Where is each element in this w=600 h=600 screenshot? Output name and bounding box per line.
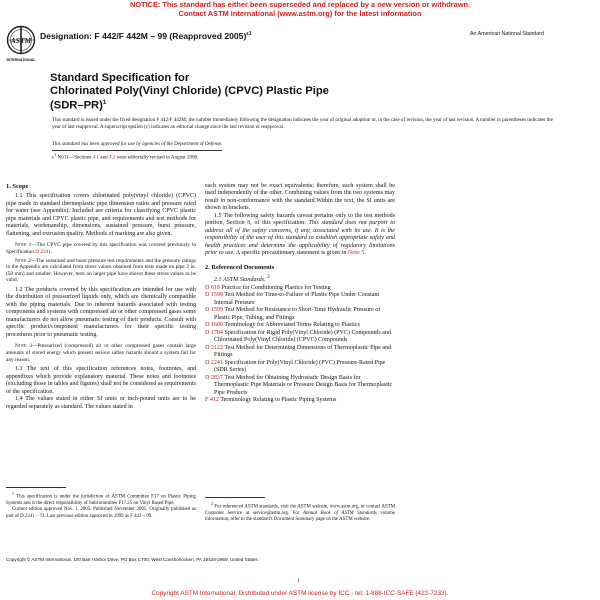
national-standard-label: An American National Standard: [470, 31, 544, 37]
section-heading-scope: 1. Scope: [6, 183, 29, 190]
page-title: [50, 72, 470, 113]
footnote-1: [6, 491, 196, 520]
reference-title: Terminology for Abbreviated Terms Relating to Plastics: [222, 322, 360, 329]
designation-epsilon: ε1: [246, 31, 252, 38]
note-5-link[interactable]: Note 5: [347, 250, 365, 257]
editorial-note-and: and: [99, 154, 109, 161]
reference-code-link[interactable]: D 1784: [205, 329, 223, 336]
paragraph-1-5: [205, 213, 395, 258]
note-1-text: 1—The CPVC pipe covered by this specification was covered previously in Specification: [6, 242, 196, 255]
reference-code-link[interactable]: D 1598: [205, 292, 223, 299]
editorial-note: [52, 152, 198, 161]
d2241-link[interactable]: D 2241: [35, 248, 52, 255]
astm-standards-number: 2.1: [214, 277, 224, 284]
astm-logo-mark: [6, 24, 36, 66]
footnote-2-block: [205, 497, 395, 524]
reference-code-link[interactable]: F 412: [205, 397, 219, 404]
reference-code-link[interactable]: D 2241: [205, 359, 223, 366]
paragraph-1-5-text-b: , of this specification:: [250, 220, 309, 227]
note-label: Note: [57, 154, 70, 161]
note-2-text: 2—The sustained and burst pressure test requirements and the pressure ratings in the Appendix are calculated from stress values obtained from tests made on pipe 2 in. (50 mm) and smaller. However, tests on larger pipe have shown these stress values to be valid.: [6, 257, 196, 284]
reference-item: [205, 322, 395, 329]
reference-code-link[interactable]: D 618: [205, 284, 220, 291]
title-line-3: [50, 97, 470, 112]
epsilon-mark: ε: [52, 154, 55, 161]
footnote-1-text: This specification is under the jurisdiction of ASTM Committee F17 on Plastic Piping Systems and is the direct responsibility of Subcommittee F17.25 on Vinyl Based Pipe.: [6, 494, 196, 506]
note-1-label: Note: [15, 242, 27, 249]
reference-title: Specification for Poly(Vinyl Chloride) (PVC) Pressure-Rated Pipe (SDR Series): [214, 359, 386, 374]
designation: [40, 31, 251, 41]
section-4-1-link[interactable]: 4.1: [92, 154, 100, 161]
reference-title: Specification for Rigid Poly(Vinyl Chloride) (PVC) Compounds and Chlorinated Poly(Vinyl Chloride) (CPVC) Compounds: [214, 329, 391, 344]
copyright-line: Copyright © ASTM International, 100 Barr Harbor Drive, PO Box C700, West Conshohocken, PA 19428-2959, United States.: [6, 557, 259, 562]
notice-line-1: NOTICE: This standard has either been superseded and replaced by a new version or withdrawn.: [129, 0, 471, 9]
title-line-3-text: (SDR–PR): [50, 99, 103, 112]
reference-item: [205, 330, 395, 345]
paragraph-1-5-end: .: [364, 250, 366, 257]
logo-caption: INTERNATIONAL: [6, 58, 36, 62]
editorial-note-text: —Sections: [69, 154, 93, 161]
reference-code-link[interactable]: D 1599: [205, 307, 223, 314]
note-2-label: Note: [15, 257, 27, 264]
reference-item: [205, 375, 395, 397]
astm-logo: [6, 24, 36, 66]
paragraph-1-1: 1.1 This specification covers chlorinated poly(vinyl chloride) (CPVC) pipe made in standard thermoplastic pipe dimension ratios and pressure rated for water (see Appendix). Included are criteria for classifying CPVC plastic pipe materials and CPVC plastic pipe, and requirements and test methods for materials, workmanship, dimensions, sustained pressure, burst pressure, flattening, and extrusion quality. Methods of marking are also given.: [6, 193, 196, 237]
note-3: [6, 343, 196, 363]
page-number: 1: [297, 578, 300, 584]
footnote-2-end: volume information, refer to the standard's Document Summary page on the ASTM website.: [205, 510, 395, 523]
reference-title: Test Method for Determining Dimensions of Thermoplastic Pipe and Fittings: [214, 344, 392, 359]
footnote-divider: [205, 497, 265, 498]
designation-intro: This standard is issued under the fixed designation F 442/F 442M; the number immediately following the designation indicates the year of original adoption or, in the case of revision, the year of last revision. A number in parentheses indicates the year of last reapproval. A superscript epsilon (ε) indicates an editorial change since the last revision or reapproval.: [52, 117, 553, 130]
left-column: [6, 183, 196, 411]
reference-item: [205, 397, 395, 404]
reference-item: [205, 292, 395, 307]
footnote-1-block: [6, 487, 196, 520]
title-line-2: Chlorinated Poly(Vinyl Chloride) (CPVC) Plastic Pipe: [50, 84, 329, 97]
footnote-1-p2: Current edition approved Nov. 1, 2005. Published November 2005. Originally published as part of D 2241 – 74. Last previous edition approved in 1999 as F 442 – 99.: [6, 507, 196, 519]
reference-item: [205, 345, 395, 360]
title-footnote-mark: 1: [102, 100, 107, 107]
note-2: [6, 258, 196, 284]
reference-code-link[interactable]: D 2837: [205, 374, 223, 381]
astm-standards-intro: [205, 274, 395, 285]
section-4-2-link[interactable]: 4.2: [108, 154, 116, 161]
paragraph-1-4: 1.4 The values stated in either SI units or inch-pound units are to be regarded separately as standard. The values stated in: [6, 396, 196, 410]
paragraph-1-2: 1.2 The products covered by this specification are intended for use with the distribution of pressurized liquids only, which are chemically compatible with the piping materials. Due to inherent hazards associated with testing components and systems with compressed air or other compressed gases some manufacturers do not allow pneumatic testing of their products. Consult with specific product/component manufacturers for their specific testing procedures prior to pneumatic testing.: [6, 286, 196, 338]
section-8-link[interactable]: 8: [247, 220, 251, 227]
title-line-1: Standard Specification for: [50, 72, 190, 84]
note-3-text: 3—Pressurized (compressed) air or other compressed gases contain large amounts of stored energy which present serious saftey hazards should a system fail for any reason.: [6, 343, 196, 363]
paragraph-1-5-text-c: A specific precautionary statement is given in: [234, 250, 348, 257]
footnote-2: [205, 501, 395, 524]
reference-title: Test Method for Resistance to Short-Time Hydraulic Pressure of Plastic Pipe, Tubing, and Fittings: [214, 307, 381, 321]
logo-text: ASTM: [10, 36, 32, 45]
reference-title: Terminology Relating to Plastic Piping Systems: [218, 397, 337, 404]
designation-text: Designation: F 442/F 442M – 99 (Reapproved 2005): [40, 31, 247, 41]
paragraph-1-3: 1.3 The text of this specification references notes, footnotes, and appendixes which provide explanatory material. These notes and footnotes (excluding those in tables and figures) shall not be considered as requirements of the specification.: [6, 366, 196, 395]
license-notice: Copyright ASTM International. Distributed under ASTM license by ICC - tel: 1-888-ICC-SAFE (422-7233).: [151, 590, 449, 597]
footnote-1-mark: 1: [12, 491, 15, 496]
astm-standards-label: ASTM Standards:: [223, 277, 267, 284]
reference-item: [205, 307, 395, 322]
reference-code-link[interactable]: D 1600: [205, 322, 223, 329]
footnote-2-body: For referenced ASTM standards, visit the ASTM website, www.astm.org, or contact ASTM Customer Service at service@astm.org. For: [205, 504, 395, 516]
reference-list: [205, 285, 395, 405]
dod-approval: This standard has been approved for use by agencies of the Department of Defense.: [52, 141, 223, 147]
right-column: [205, 183, 395, 405]
reference-item: [205, 360, 395, 375]
paragraph-1-5-text: 1.5 The following safety hazards caveat pertains only to the test methods portion, Section: [205, 212, 395, 227]
reference-title: Practice for Conditioning Plastics for Testing: [219, 284, 331, 291]
safety-caveat: This standard does not purport to address all of the safety concerns, if any, associated with its use. It is the responsibility of the user of this standard to establish appropriate safety and health practices and determine the applicability of regulatory limitations prior to use.: [205, 220, 396, 257]
superseded-notice: [0, 0, 600, 18]
reference-title: Test Method for Time-to-Failure of Plastic Pipe Under Constant Internal Pressure: [214, 292, 380, 306]
reference-code-link[interactable]: D 2122: [205, 344, 223, 351]
note-1: [6, 242, 196, 255]
footnote-divider: [6, 487, 66, 488]
note-1-end: .: [51, 248, 53, 255]
paragraph-1-4-continued: each system may not be exact equivalents; therefore, each system shall be used independently of the other. Combining values from the two systems may result in non-conformance with the standard.Within the text, the SI units are shown in brackets.: [205, 183, 395, 212]
divider: [52, 150, 222, 151]
note-3-label: Note: [15, 343, 27, 350]
section-heading-referenced-documents: 2. Referenced Documents: [205, 263, 275, 271]
epsilon-sup: 1: [54, 152, 57, 157]
footnote-2-ref: 2: [266, 275, 270, 281]
footnote-1-p1: [6, 491, 196, 507]
notice-line-2: Contact ASTM International (www.astm.org) for the latest information: [178, 9, 422, 18]
annual-book-title: Annual Book of ASTM Standards: [303, 510, 377, 516]
editorial-note-end: were editorially revised in August 2008.: [115, 154, 199, 161]
reference-title: Test Method for Obtaining Hydrostatic Design Basis for Thermoplastic Pipe Materials or Pressure Design Basis for Thermoplastic Pipe Products: [214, 374, 393, 396]
footnote-2-mark: 2: [211, 501, 214, 506]
footnote-2-text: [205, 501, 395, 524]
